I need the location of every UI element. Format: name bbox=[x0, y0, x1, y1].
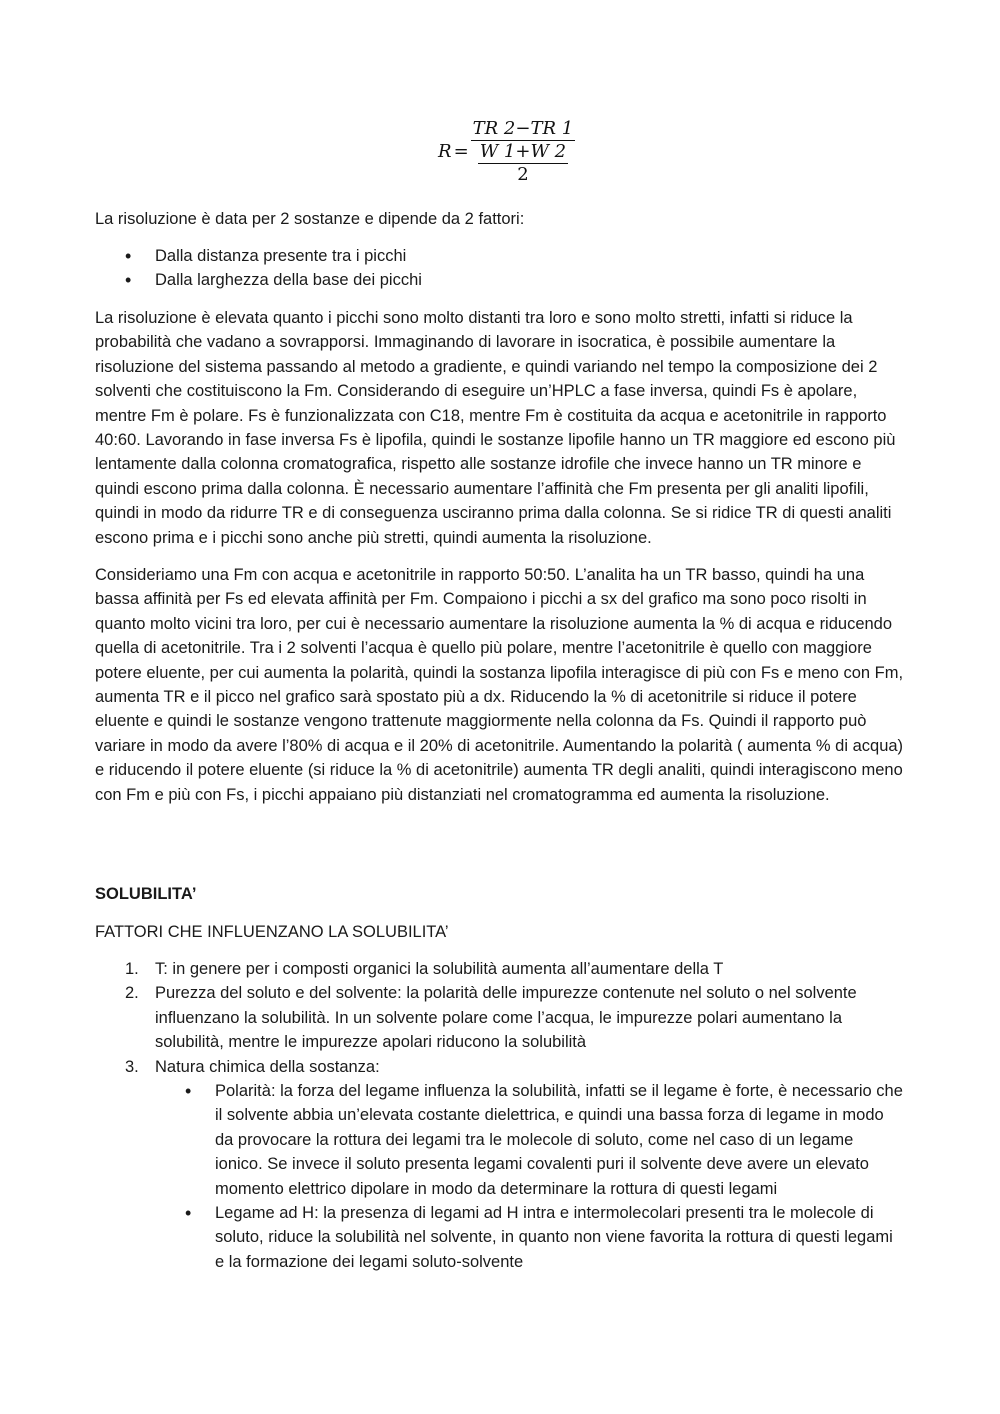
factors-list bbox=[95, 244, 905, 293]
paragraph-resolution: La risoluzione è elevata quanto i picchi sono molto distanti tra loro e sono molto stretti, infatti si riduce la probabilità che vadano a sovrapporsi. Immaginando di lavorare in isocratica, è possibile aumentare la risoluzione del sistema passando al metodo a gradiente, e quindi variando nel tempo la composizione dei 2 solventi che costituiscono la Fm. Considerando di eseguire un’HPLC a fase inversa, quindi Fs è apolare, mentre Fm è polare. Fs è funzionalizzata con C18, mentre Fm è costituita da acqua e acetonitrile in rapporto 40:60. Lavorando in fase inversa Fs è lipofila, quindi le sostanze lipofile hanno un TR maggiore ed escono più lentamente dalla colonna cromatografica, rispetto alle sostanze idrofile che invece hanno un TR minore e quindi escono prima dalla colonna. È necessario aumentare l’affinità che Fm presenta per gli analiti lipofili, quindi in modo da ridurre TR e di conseguenza usciranno prima dalla colonna. Se si ridice TR di questi analiti escono prima e i picchi sono anche più stretti, quindi aumenta la risoluzione. bbox=[95, 309, 896, 547]
list-item bbox=[95, 957, 905, 981]
factors-numbered-list bbox=[95, 957, 905, 1274]
list-item: • Dalla distanza presente tra i picchi bbox=[95, 244, 905, 268]
list-item-text: Natura chimica della sostanza: bbox=[155, 1057, 380, 1076]
list-item: • Dalla larghezza della base dei picchi bbox=[95, 268, 905, 292]
formula-lhs: R bbox=[438, 140, 452, 162]
list-item: • Polarità: la forza del legame influenza la solubilità, infatti se il legame è forte, è necessario che il solvente abbia un’elevata costante dielettrica, e quindi una bassa forza di legame in modo da provocare la rottura dei legami tra le molecole di soluto, come nel caso di un legame ionico. Se invece il soluto presenta legami covalenti puri il solvente deve avere un elevato momento elettrico dipolare in modo da determinare la rottura di questi legami bbox=[95, 1079, 905, 1201]
list-item bbox=[95, 1055, 905, 1275]
formula-fraction bbox=[471, 118, 576, 186]
formula-denominator-top: W 1+W 2 bbox=[479, 141, 567, 162]
list-item: • Legame ad H: la presenza di legami ad H intra e intermolecolari presenti tra le molecole di soluto, riduce la solubilità nel solvente, in quanto non viene favorita la rottura di questi legami e la formazione dei legami soluto-solvente bbox=[95, 1201, 905, 1274]
list-number: 2. bbox=[125, 984, 139, 1003]
intro-text: La risoluzione è data per 2 sostanze e dipende da 2 fattori: bbox=[95, 210, 525, 228]
list-number: 1. bbox=[125, 960, 139, 978]
formula-equals: = bbox=[453, 140, 469, 162]
list-item-text: T: in genere per i composti organici la solubilità aumenta all’aumentare della T bbox=[155, 960, 724, 978]
subsection-title: FATTORI CHE INFLUENZANO LA SOLUBILITA’ bbox=[95, 923, 449, 941]
formula-denominator-bottom: 2 bbox=[517, 164, 529, 185]
list-item bbox=[95, 981, 905, 1054]
nature-sublist bbox=[95, 1079, 905, 1274]
formula-numerator: TR 2−TR 1 bbox=[472, 118, 574, 139]
formula-denominator bbox=[478, 141, 568, 186]
paragraph-mobile-phase: Consideriamo una Fm con acqua e acetonitrile in rapporto 50:50. L’analita ha un TR basso, quindi ha una bassa affinità per Fs ed elevata affinità per Fm. Compaiono i picchi a sx del grafico ma sono poco risolti in quanto molto vicini tra loro, per cui è necessario aumentare la risoluzione aumenta la % di acqua e riducendo quella di acetonitrile. Tra i 2 solventi l’acqua è quello più polare, mentre l’acetonitrile è quello con maggiore potere eluente, per cui aumenta la polarità, quindi la sostanza lipofila interagisce di più con Fs e meno con Fm, aumenta TR e il picco nel grafico sarà spostato più a dx. Riducendo la % di acetonitrile si riduce il potere eluente e quindi le sostanze vengono trattenute maggiormente nella colonna da Fs. Quindi il rapporto può variare in modo da avere l’80% di acqua e il 20% di acetonitrile. Aumentando la polarità ( aumenta % di acqua) e riducendo il potere eluente (si riduce la % di acetonitrile) aumenta TR degli analiti, quindi interagiscono meno con Fm e più con Fs, i picchi appaiano più distanziati nel cromatogramma ed aumenta la risoluzione. bbox=[95, 566, 904, 804]
list-number: 3. bbox=[125, 1057, 139, 1076]
resolution-formula bbox=[438, 118, 575, 186]
list-item-text: Purezza del soluto e del solvente: la polarità delle impurezze contenute nel soluto o nel solvente influenzano la solubilità. In un solvente polare come l’acqua, le impurezze polari aumentano la solubilità, mentre le impurezze apolari riducono la solubilità bbox=[155, 984, 857, 1052]
section-title: SOLUBILITA’ bbox=[95, 885, 197, 903]
